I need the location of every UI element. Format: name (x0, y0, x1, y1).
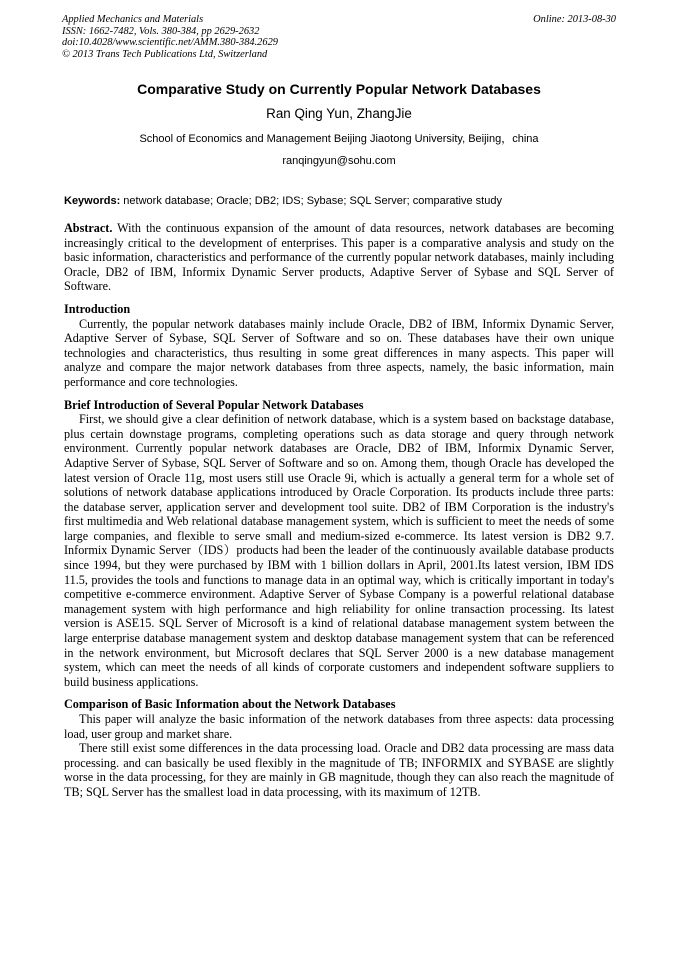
abstract-label: Abstract. (64, 221, 113, 235)
paragraph: This paper will analyze the basic information of the network databases from three aspects: data processing load, user group and market share. (64, 712, 614, 741)
author-email: ranqingyun@sohu.com (282, 155, 396, 167)
online-date: Online: 2013-08-30 (533, 14, 616, 25)
journal-header (62, 14, 616, 60)
doi-line: doi:10.4028/www.scientific.net/AMM.380-384.2629 (62, 37, 278, 49)
paragraph: There still exist some differences in the data processing load. Oracle and DB2 data processing are mass data processing. and can basically be used flexibly in the magnitude of TB; INFORMIX and SYBASE are slightly worse in the data processing, for they are mainly in GB magnitude, though they can also reach the magnitude of TB; SQL Server has the smallest load in data processing, with its maximum of 12TB. (64, 741, 614, 799)
keywords (64, 194, 616, 209)
paper-authors: Ran Qing Yun, ZhangJie (266, 106, 412, 121)
copyright-line: © 2013 Trans Tech Publications Ltd, Switzerland (62, 48, 268, 60)
paragraph: Currently, the popular network databases mainly include Oracle, DB2 of IBM, Informix Dynamic Server, Adaptive Server of Sybase, SQL Server of Software and so on. These databases have their own unique technologies and characteristics, thus resulting in some great differences in many aspects. This paper will analyze and compare the major network databases from three aspects, namely, the basic information, main performance and core technologies. (64, 316, 614, 389)
journal-name: Applied Mechanics and Materials (62, 14, 204, 25)
paper-body (64, 221, 614, 800)
paragraph: First, we should give a clear definition of network database, which is a system based on backstage database, plus certain downstage programs, completing operations such as data storage and query through network environment. Currently popular network databases are Oracle, DB2 of IBM, Informix Dynamic Server, Adaptive Server of Sybase, SQL Server of Software and so on. Among them, though Oracle has developed the latest version of Oracle 11g, most users still use Oracle 9i, which is actually a general term for a whole set of solutions of network database applications introduced by Oracle Corporation. Its products include three parts: the database server, application server and development tool suite. DB2 of IBM Corporation is the industry's first multimedia and Web relational database management system, which is sufficient to meet the needs of some large companies, and flexible to serve small and medium-sized e-commerce. Its latest version is DB2 9.7. Informix Dynamic Server（IDS）products had been the leader of the continuously available database products since 1994, but they were purchased by IBM with 1 billion dollars in April, 2001.Its latest version, IBM IDS 11.5, provides the tools and functions to manage data in an optimal way, which is critically important in today's competitive e-commerce environment. Adaptive Server of Sybase Company is a powerful relational database management system with high performance and high reliability for online transaction processing. Its latest version is ASE15. SQL Server of Microsoft is a kind of relational database management system between the large enterprise database management system and desktop database management system that can be referenced in the network environment, but Microsoft declares that SQL Server 2000 is a new database management system, which can meet the needs of all kinds of corporate customers and independent software suppliers to build business applications. (64, 412, 614, 689)
section-heading-comparison: Comparison of Basic Information about the Network Databases (64, 697, 396, 712)
abstract (64, 221, 614, 294)
keywords-text: network database; Oracle; DB2; IDS; Sybase; SQL Server; comparative study (120, 195, 502, 207)
abstract-text: With the continuous expansion of the amount of data resources, network databases are becoming increasingly critical to the development of enterprises. This paper is a comparative analysis and study on the basic information, characteristics and performance of the currently popular network databases, mainly including Oracle, DB2 of IBM, Informix Dynamic Server products, Adaptive Server of Sybase and SQL Server of Software. (64, 221, 614, 294)
issn-line: ISSN: 1662-7482, Vols. 380-384, pp 2629-2632 (62, 25, 260, 37)
paper-title: Comparative Study on Currently Popular Network Databases (137, 81, 541, 97)
section-heading-brief-introduction: Brief Introduction of Several Popular Network Databases (64, 397, 364, 412)
section-heading-introduction: Introduction (64, 301, 131, 316)
author-affiliation: School of Economics and Management Beijing Jiaotong University, Beijing，china (139, 133, 539, 145)
keywords-label: Keywords: (64, 195, 121, 207)
